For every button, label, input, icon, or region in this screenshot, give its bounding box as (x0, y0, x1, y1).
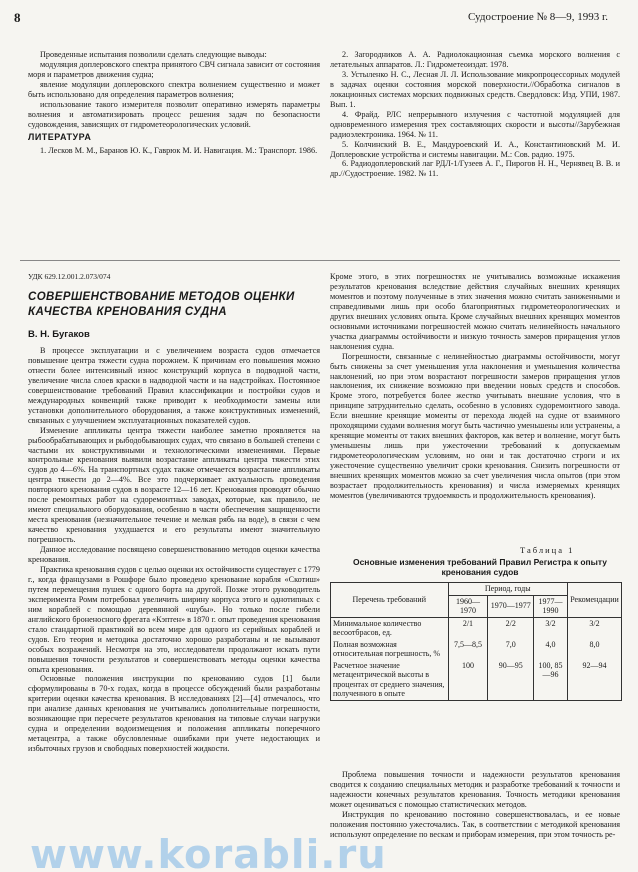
table-row (331, 639, 622, 660)
reference-item: 6. Радиодоплеровский лаг РДЛ-1/Гузеев А. Г., Пирогов Н. Н., Чернявец В. В. и др.//Судостроение. 1982. № 11. (330, 159, 620, 179)
conclusion-para: явление модуляции доплеровского спектра волнением существенно и может быть использовано для определения параметров волнения; (28, 79, 320, 99)
table-cell-requirement: Расчетное значение метацентрической высоты в процентах от среднего значения, полученного в опыте (331, 660, 449, 701)
table-cell: 3/2 (567, 617, 621, 639)
reference-item: 1. Лесков М. М., Баранов Ю. К., Гаврюк М. И. Навигация. М.: Транспорт. 1986. (40, 145, 318, 155)
table-cell: 8,0 (567, 639, 621, 660)
body-paragraph: Основные положения инструкции по кренованию судов [1] были сформулированы в 70-х годах, когда в процессе обсуждений были разработаны критерии оценки качества кренования. В исследованиях [2]—[4] отмечалось, что при анализе данных кренования не учитывались дополнительные погрешности, возникающие при пересчете результатов кренования на типовые случаи нагрузки судна и определении водоизмещения и положения аппликаты поперечного метацентра, а также обусловленные ошибками при учете недостающих и избыточных грузов и свободных поверхностей жидкости. (28, 674, 320, 754)
article-right-column (330, 272, 620, 501)
table-cell: 90—95 (488, 660, 534, 701)
table-header-recommendations: Рекомендации (567, 583, 621, 618)
article-author: В. Н. Бугаков (28, 329, 90, 340)
references-list (330, 50, 620, 179)
article-left-column (28, 346, 320, 754)
table-cell: 7,0 (488, 639, 534, 660)
table-header-period-2: 1970—1977 (488, 595, 534, 617)
body-paragraph: Данное исследование посвящено совершенствованию методов оценки качества кренования. (28, 545, 320, 565)
article-title: СОВЕРШЕНСТВОВАНИЕ МЕТОДОВ ОЦЕНКИ КАЧЕСТВА КРЕНОВАНИЯ СУДНА (28, 291, 295, 318)
table-cell: 4,0 (534, 639, 568, 660)
table-cell: 100, 85—96 (534, 660, 568, 701)
table-row (331, 660, 622, 701)
reference-item: 5. Колчинский В. Е., Мандуроевский И. А., Константиновский М. И. Доплеровские устройства и системы навигации. М.: Сов. радио. 1975. (330, 139, 620, 159)
table-header-period-1: 1960—1970 (448, 595, 488, 617)
table-cell: 2/2 (488, 617, 534, 639)
page-number: 8 (14, 10, 21, 25)
table-cell: 92—94 (567, 660, 621, 701)
journal-header: Судостроение № 8—9, 1993 г. (467, 11, 608, 23)
reference-item: 3. Устыленко Н. С., Лесная Л. Л. Использование микропроцессорных модулей в задачах оценки состояния морской поверхности.//Обработка сигналов в локационных системах морских подвижных средств. Свердловск: Изд. УПИ, 1987. Вып. 1. (330, 69, 620, 109)
table-title: Основные изменения требований Правил Регистра к опыту кренования судов (352, 557, 608, 577)
article-right-bottom (330, 770, 620, 840)
body-paragraph: Кроме этого, в этих погрешностях не учитывались возможные искажения результатов кренования вследствие действия случайных внешних кренящих моментов и поэтому полученные в этих значения можно считать заниженными и справедливыми лишь при особо благоприятных гидрометеорологических и других внешних условиях опыта. Кроме случайных внешних кренящих моментов основными источниками погрешностей можно считать нелинейность начального участка диаграммы остойчивости и низкую точность замеров приращения углов наклонения судна. (330, 272, 620, 351)
table-cell: 2/1 (448, 617, 488, 639)
literature-heading: ЛИТЕРАТУРА (28, 131, 92, 142)
table-header-period-3: 1977—1990 (534, 595, 568, 617)
table-cell-requirement: Полная возможная относительная погрешность, % (331, 639, 449, 660)
table-cell: 7,5—8,5 (448, 639, 488, 660)
conclusions-block (28, 50, 320, 156)
table-header-requirements: Перечень требований (331, 583, 449, 618)
section-divider (20, 260, 620, 261)
body-paragraph: Погрешности, связанные с нелинейностью диаграммы остойчивости, могут быть снижены за счет уменьшения угла наклонения и уменьшения количества наклонений, но при этом возрастают погрешности замеров приращения углов наклонения, их снижение возможно при введении новых средств и способов. Кроме этого, потребуется более жестко учитывать внешние условия, что в принципе затруднительно сделать, особенно в условиях судоремонтного завода. Если внешние кренящие моменты от перехода людей на судне от взаимного проходящими судами волнения могут быть частично уменьшены или устранены, а кренящие моменты от таких внешних факторов, как ветер и волнение, могут быть уменьшены лишь при ужесточении требований к допускаемым гидрометеорологическим условиям, но они и так достаточно строги и их ужесточение существенно увеличит сроки кренования. Снизить погрешности от внешних кренящих моментов можно за счет увеличения числа опытов (при этом возрастает продолжительность кренования) и числа измеряемых кренящих моментов (увеличиваются трудоемкость и продолжительность кренования). (330, 351, 620, 500)
udk-code: УДК 629.12.001.2.073/074 (28, 272, 111, 281)
conclusion-para: использование такого измерителя позволит оперативно измерять параметры волнения и автоматизировать процесс решения задач по безопасности судовождения, зависящих от гидрометеорологических условий. (28, 99, 320, 129)
body-paragraph: Практика кренования судов с целью оценки их остойчивости существует с 1779 г., когда французами в Рошфоре было проведено кренование корабля «Скотиш» путем перемещения пушек с одного борта на другой. Позже этого руководитель эксперимента Ромм потребовал увеличить ширину корпуса этого и однотипных с ним кораблей с помощью деревянной «шубы». Но только после гибели английского броненосного фрегата «Кэптен» в 1870 г. опыт проведения кренования стало стандартной практикой во всем мире для одного из серийных кораблей и судов. Его теория и методика достаточно хорошо разработаны и не вызывают особых возражений. Несмотря на это, исследователи продолжают искать пути повышения точности результатов и совершенствовать методы оценки качества опыта кренования. (28, 564, 320, 674)
conclusion-para: модуляция доплеровского спектра принятого СВЧ сигнала зависит от состояния моря и параметров движения судна; (28, 59, 320, 79)
table-label: Таблица 1 (520, 545, 575, 555)
body-paragraph: В процессе эксплуатации и с увеличением возраста судов отмечается повышение центра тяжести судна порожнем. К причинам его повышения можно отнести более интенсивный износ конструкций корпуса в подводной части, увеличение числа слоев краски в надводной части и на надстройках. Постоянное совершенствование требований Правил классификации и постройки судов и международных конвенций также приводит к необходимости замены или установки дополнительного оборудования, а также конструктивных изменений, связанных с улучшением эксплуатационных показателей судов. (28, 346, 320, 425)
body-paragraph: Изменение аппликаты центра тяжести наиболее заметно проявляется на рыбообрабатывающих и рыбодобывающих судах, что связано в большей степени с частыми их конструктивными и технологическими изменениями. Первые контрольные кренования выявили возрастание аппликаты центра тяжести этих судов до 4—6%. На транспортных судах также отмечается возрастание аппликаты центра тяжести до 2—4%. Все это подчеркивает актуальность проведения повторного кренования судов в возрасте 12—16 лет. Кренования проводят обычно после ремонтных работ на судоремонтных заводах, которые, как правило, не имеют специального оборудования, особенно в части обеспечения защищенности места кренования (незначительное течение и мелкая рябь на воде), в связи с чем качество кренования ухудшается и его результаты имеют значительную погрешность. (28, 425, 320, 545)
reference-item: 4. Фрайд. РЛС непрерывного излучения с частотной модуляцией для одновременного измерения трех составляющих скорости и высоты//Зарубежная радиоэлектроника. 1964. № 11. (330, 109, 620, 139)
table-cell: 100 (448, 660, 488, 701)
table-row (331, 617, 622, 639)
table-cell-requirement: Минимальное количество весоотбрасов, ед. (331, 617, 449, 639)
conclusion-para: Проведенные испытания позволили сделать следующие выводы: (40, 50, 267, 59)
watermark (0, 838, 638, 872)
requirements-table (330, 582, 622, 701)
body-paragraph: Проблема повышения точности и надежности результатов кренования сводится к созданию специальных методик и разработке требований к точности и надежности конечных результатов кренования. Точность методики кренования может оцениваться с помощью статистических методов. (330, 770, 620, 809)
table-cell: 3/2 (534, 617, 568, 639)
reference-item: 2. Загородников А. А. Радиолокационная съемка морского волнения с летательных аппаратов. Л.: Гидрометеоиздат. 1978. (330, 50, 620, 69)
table-header-period: Период, годы (448, 583, 567, 596)
body-paragraph: Инструкция по кренованию постоянно совершенствовалась, и ее новые положения постоянно ужесточались. Так, в соответствии с методикой кренования используют определение по вескам и приборам измерения, при этом точность ре- (330, 809, 620, 839)
watermark-text: www.korabli.ru (30, 838, 387, 872)
